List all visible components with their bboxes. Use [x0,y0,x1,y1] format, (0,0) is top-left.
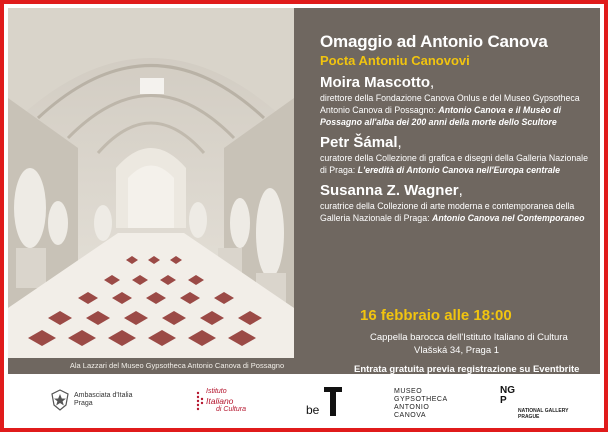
event-subtitle: Pocta Antoniu Canovovi [320,53,470,68]
gallery-photo [8,8,294,358]
speaker-block [320,134,590,176]
museo-line: MUSEO [394,388,423,395]
iic-line1: Istituto [206,388,227,395]
event-title: Omaggio ad Antonio Canova [320,32,548,51]
be-logo [304,385,344,422]
poster-panel [8,8,600,374]
ngp-mark: NG P [500,385,515,406]
entry-note: Entrata gratuita previa registrazione su Eventbrite [354,364,580,375]
speaker-name: Susanna Z. Wagner, [320,182,463,199]
museo-gypsotheca-logo [394,388,448,420]
ambasciata-line2: Praga [73,400,93,407]
speaker-block [320,74,590,128]
speaker-role: curatrice della Collezione di arte moderna e contemporanea della Galleria Nazionale di Praga: Antonio Canova nel Contemporaneo [320,201,585,223]
ngp-line1: NATIONAL GALLERY [518,408,569,414]
iic-line3: di Cultura [216,406,246,413]
speaker-role: direttore della Fondazione Canova Onlus e del Museo Gypsotheca Antonio Canova di Possagno: Antonio Canova e il Musèo di Possagno all'alba dei 200 anni della morte dello Scultore [320,93,580,127]
venue-address: Vlašská 34, Praga 1 [414,345,500,356]
venue-line: Cappella barocca dell'Istituto Italiano di Cultura [370,332,568,343]
speaker-role: curatore della Collezione di grafica e disegni della Galleria Nazionale di Praga: L'eredità di Antonio Canova nell'Europa centrale [320,153,588,175]
event-venue [370,331,568,357]
sponsor-logos-bar [8,375,600,428]
ambasciata-logo [50,389,133,411]
ngp-line2: PRAGUE [518,414,540,420]
speaker-block [320,182,590,224]
speaker-name: Petr Šámal, [320,134,402,151]
be-logo-text: be [306,403,320,417]
museo-line: GYPSOTHECA [394,396,448,403]
event-date: 16 febbraio alle 18:00 [360,307,512,324]
ambasciata-line1: Ambasciata d'Italia [73,392,133,399]
museo-line: CANOVA [394,412,427,419]
iic-line2: Italiano [206,396,234,406]
photo-caption: Ala Lazzari del Museo Gypsotheca Antonio Canova di Possagno [69,361,285,370]
museo-line: ANTONIO [394,404,430,411]
speaker-name: Moira Mascotto, [320,74,435,91]
iic-logo [194,387,258,415]
italian-emblem-icon [50,389,70,411]
poster-text [320,32,590,226]
